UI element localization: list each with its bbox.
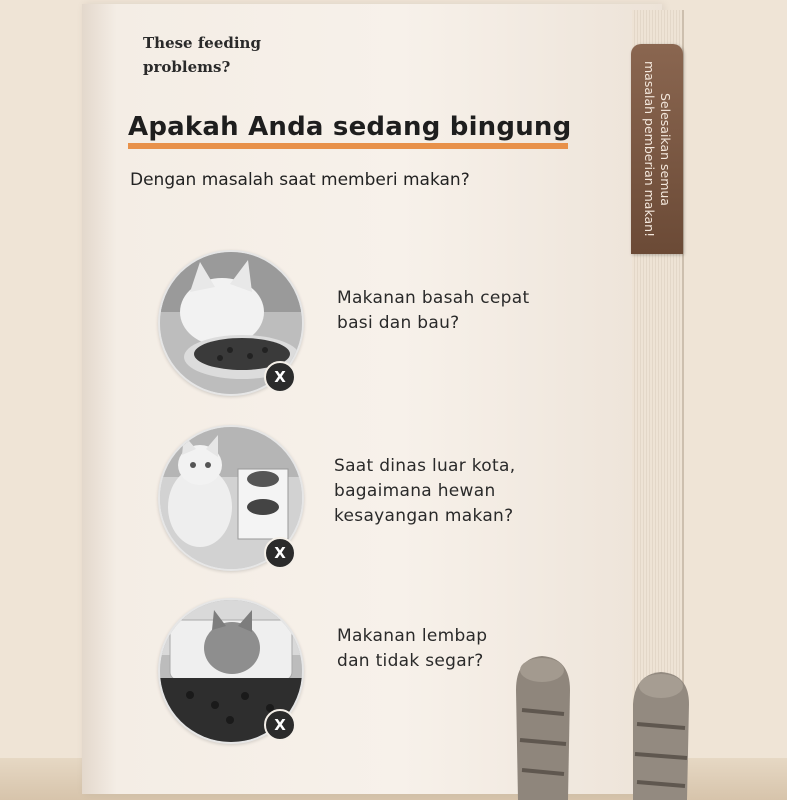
side-tab-line-2: masalah pemberian makan! — [642, 60, 657, 238]
problem-3-line-2: dan tidak segar? — [337, 651, 484, 671]
page-subtitle: Dengan masalah saat memberi makan? — [130, 170, 470, 190]
side-tab-line-1: Selesaikan semua — [658, 92, 673, 206]
problem-2-line-3: kesayangan makan? — [334, 506, 514, 526]
x-mark-icon: X — [264, 709, 296, 741]
problem-3-line-1: Makanan lembap — [337, 626, 488, 646]
intro-line-1: These feeding — [143, 34, 261, 52]
page-headline: Apakah Anda sedang bingung — [128, 112, 572, 142]
side-bookmark-tab[interactable] — [631, 44, 683, 254]
cat-paw-left-image — [508, 650, 578, 800]
x-mark-icon: X — [264, 537, 296, 569]
x-mark-icon: X — [264, 361, 296, 393]
problem-3-text — [337, 624, 487, 674]
side-tab-text — [631, 44, 683, 254]
intro-text — [143, 31, 261, 79]
problem-1-line-2: basi dan bau? — [337, 313, 460, 333]
cat-paw-right-image — [625, 668, 697, 800]
problem-2-line-1: Saat dinas luar kota, — [334, 456, 516, 476]
problem-2-line-2: bagaimana hewan — [334, 481, 496, 501]
problem-1-text — [337, 286, 529, 336]
problem-1-line-1: Makanan basah cepat — [337, 288, 530, 308]
problem-2-text — [334, 454, 515, 529]
intro-line-2: problems? — [143, 58, 231, 76]
headline-underline — [128, 143, 568, 149]
